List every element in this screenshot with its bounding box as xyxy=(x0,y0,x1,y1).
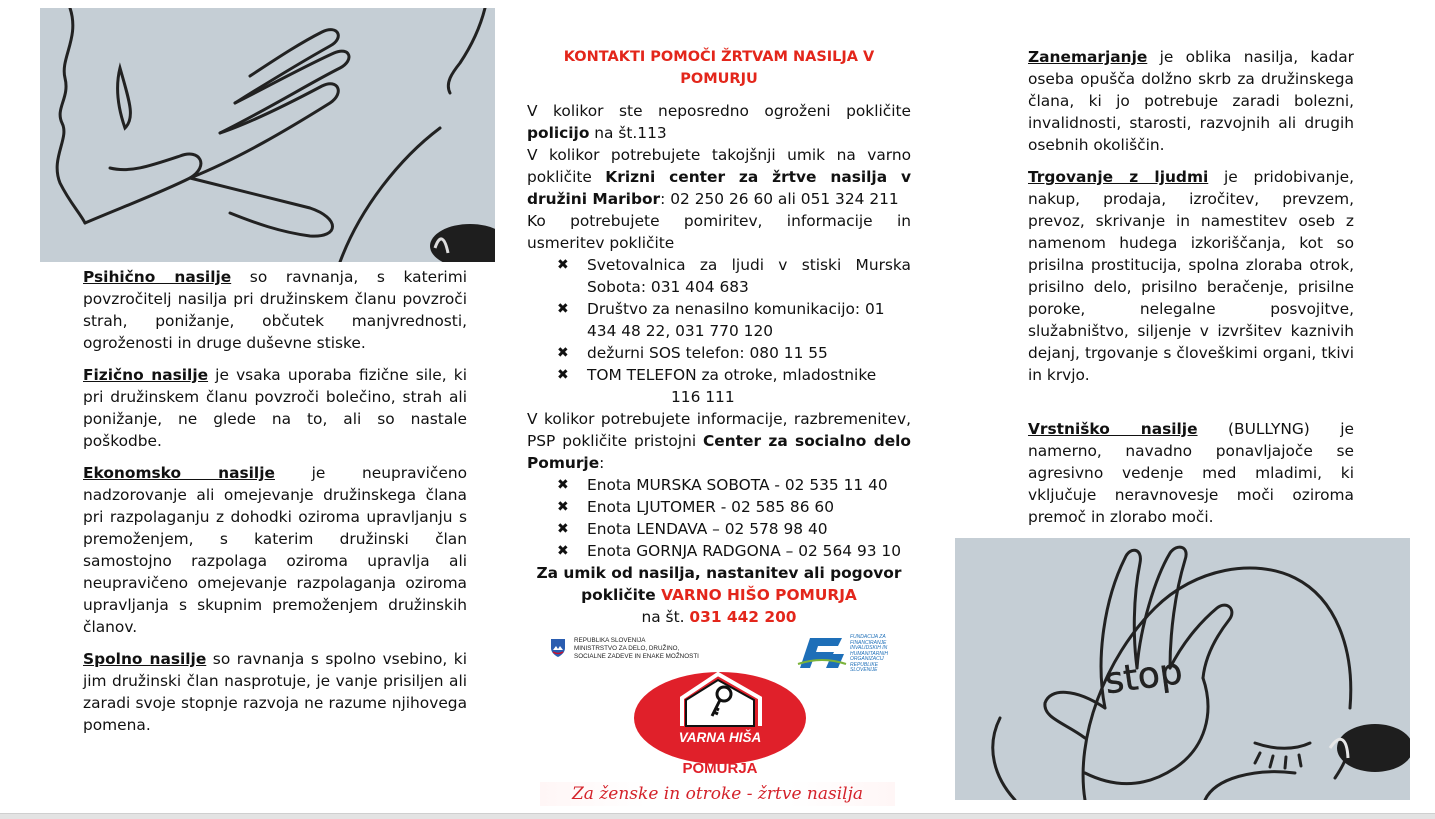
cross-icon: ✖ xyxy=(557,543,569,559)
stop-hand-drawing xyxy=(955,538,1410,800)
crisis-text: V kolikor potrebujete takojšnji umik na varno pokličite xyxy=(527,146,911,186)
police-term: policijo xyxy=(527,124,590,142)
fund-logo-icon xyxy=(796,634,848,672)
list-item: ✖ TOM TELEFON za otroke, mladostnike xyxy=(557,366,877,384)
shelter-number: 031 442 200 xyxy=(689,608,797,626)
cross-icon: ✖ xyxy=(557,345,569,361)
list-item: ✖ Svetovalnica za ljudi v stiski Murska Sobota: 031 404 683 xyxy=(557,256,911,296)
psihicno-text: so ravnanja, s katerimi povzročitelj nasilja pri družinskem članu povzroči strah, ponižanje, občutek manjvrednosti, ogroženosti in druge duševne stiske. xyxy=(83,268,467,352)
tom-number: 116 111 xyxy=(671,388,735,406)
calm-paragraph: Ko potrebujete pomiritev, informacije in usmeritev pokličite xyxy=(527,212,911,252)
vrstnisko-paragraph xyxy=(1028,418,1354,528)
trgovanje-paragraph xyxy=(1028,166,1354,386)
csd-list xyxy=(555,474,911,562)
slogan: Za ženske in otroke - žrtve nasilja xyxy=(540,782,895,806)
list-item: ✖ Enota MURSKA SOBOTA - 02 535 11 40 xyxy=(557,476,888,494)
police-number: na št.113 xyxy=(589,124,667,142)
fund-line: HUMANITARNIH xyxy=(850,650,888,657)
cross-icon: ✖ xyxy=(557,301,569,317)
vrstnisko-term: Vrstniško nasilje xyxy=(1028,420,1198,438)
ekonomsko-text: je neupravičeno nadzorovanje ali omejevanje družinskega člana pri razpolaganju z dohodki oziroma upravljanju s premoženjem, s katerim družinski član samostojno razpolaga oziroma upravlja ali neupravičeno omejevanje razpolaganja oziroma upravljanja s skupnim premoženjem družinskih članov. xyxy=(83,464,467,636)
crisis-number: : 02 250 26 60 ali 051 324 211 xyxy=(660,190,899,208)
cross-icon: ✖ xyxy=(557,499,569,515)
fund-line: ORGANIZACIJ xyxy=(850,656,884,662)
page-bottom-border xyxy=(0,813,1435,819)
shelter-line-3: na št. 031 442 200 xyxy=(641,608,797,626)
shelter-name: VARNO HIŠO POMURJA xyxy=(661,586,857,604)
ministry-line: SOCIALNE ZADEVE IN ENAKE MOŽNOSTI xyxy=(574,653,699,660)
fund-line: FINANCIRANJE xyxy=(850,639,887,646)
fizicno-text: je vsaka uporaba fizične sile, ki pri družinskem članu povzroči bolečino, strah ali ponižanje, ne glede na to, ali so nastale poškodbe. xyxy=(83,366,467,450)
trgovanje-term: Trgovanje z ljudmi xyxy=(1028,168,1209,186)
zanemarjanje-paragraph xyxy=(1028,46,1354,156)
fund-line: SLOVENIJE xyxy=(850,667,878,673)
fund-line: INVALIDSKIH IN xyxy=(850,645,888,651)
cross-icon: ✖ xyxy=(557,521,569,537)
csd-text: V kolikor potrebujete informacije, razbremenitev, PSP pokličite pristojni xyxy=(527,410,911,450)
zanemarjanje-term: Zanemarjanje xyxy=(1028,48,1148,66)
crisis-paragraph xyxy=(527,144,911,210)
shelter-line-1: Za umik od nasilja, nastanitev ali pogovor xyxy=(536,564,902,582)
spolno-text: so ravnanja s spolno vsebino, ki jim družinski član nasprotuje, je vanje prisiljen ali zaradi svoje stopnje razvoja ne razume njihovega pomena. xyxy=(83,650,468,734)
police-paragraph xyxy=(527,100,911,144)
fund-line: FUNDACIJA ZA xyxy=(850,634,886,640)
fizicno-paragraph xyxy=(83,364,467,452)
ministry-line: MINISTRSTVO ZA DELO, DRUŽINO, xyxy=(574,645,680,652)
crisis-term: Krizni center za žrtve nasilja v družini Maribor xyxy=(527,168,911,208)
cross-icon: ✖ xyxy=(557,257,569,273)
ministry-line: REPUBLIKA SLOVENIJA xyxy=(574,637,646,644)
spolno-term: Spolno nasilje xyxy=(83,650,207,668)
fund-line: REPUBLIKE xyxy=(850,661,879,668)
list-item: ✖ Enota GORNJA RADGONA – 02 564 93 10 xyxy=(557,542,902,560)
vrstnisko-text: (BULLYNG) je namerno, navadno ponavljajoče se agresivno vedenje med mladimi, ki vključuje neravnovesje moči oziroma premoč in zlorabo moči. xyxy=(1028,420,1355,526)
left-column xyxy=(83,266,467,736)
left-photo xyxy=(40,8,495,262)
face-hand-drawing xyxy=(40,8,495,262)
right-photo xyxy=(955,538,1410,800)
slovenia-coat-icon xyxy=(550,638,566,658)
list-item: ✖ dežurni SOS telefon: 080 11 55 xyxy=(557,344,828,362)
police-text: V kolikor ste neposredno ogroženi pokličite xyxy=(527,102,911,120)
varna-hisa-label: VARNA HIŠA xyxy=(678,730,762,745)
csd-paragraph: V kolikor potrebujete informacije, razbremenitev, PSP pokličite pristojni Center za socialno delo Pomurje: xyxy=(527,410,911,472)
house-key-icon xyxy=(620,668,820,764)
cross-icon: ✖ xyxy=(557,477,569,493)
varna-hisa-logo xyxy=(620,668,820,780)
ekonomsko-term: Ekonomsko nasilje xyxy=(83,464,275,482)
fizicno-term: Fizično nasilje xyxy=(83,366,209,384)
list-item: ✖ Društvo za nenasilno komunikacijo: 01 434 48 22, 031 770 120 xyxy=(557,300,885,340)
trgovanje-text: je pridobivanje, nakup, prodaja, izročitev, prevzem, prevoz, skrivanje in namestitev oseb z namenom hudega izkoriščanja, kot so prisilna prostitucija, spolna zloraba otrok, prisilno delo, prisilno beračenje, prisilne poroke, nelegalne posvojitve, služabništvo, siljenje v izvršitev kaznivih dejanj, trgovanje s človeškimi organi, tkivi in krvjo. xyxy=(1028,168,1354,384)
middle-column xyxy=(527,46,911,628)
list-item: ✖ Enota LENDAVA – 02 578 98 40 xyxy=(557,520,828,538)
varna-hisa-region: POMURJA xyxy=(682,760,758,777)
contacts-title: KONTAKTI POMOČI ŽRTVAM NASILJA V POMURJU xyxy=(563,49,875,87)
csd-term: Center za socialno delo Pomurje xyxy=(527,432,911,472)
shelter-line-2: pokličite VARNO HIŠO POMURJA xyxy=(581,586,857,604)
psihicno-paragraph xyxy=(83,266,467,354)
psihicno-term: Psihično nasilje xyxy=(83,268,232,286)
zanemarjanje-text: je oblika nasilja, kadar oseba opušča dolžno skrb za družinskega člana, ki jo potrebuje zaradi bolezni, invalidnosti, starosti, razvojnih ali drugih osebnih okoliščin. xyxy=(1028,48,1354,154)
right-column xyxy=(1028,46,1354,528)
help-list xyxy=(555,254,911,386)
cross-icon: ✖ xyxy=(557,367,569,383)
list-item: ✖ Enota LJUTOMER - 02 585 86 60 xyxy=(557,498,834,516)
ekonomsko-paragraph xyxy=(83,462,467,638)
stop-word: stop xyxy=(1102,650,1186,703)
spolno-paragraph xyxy=(83,648,467,736)
